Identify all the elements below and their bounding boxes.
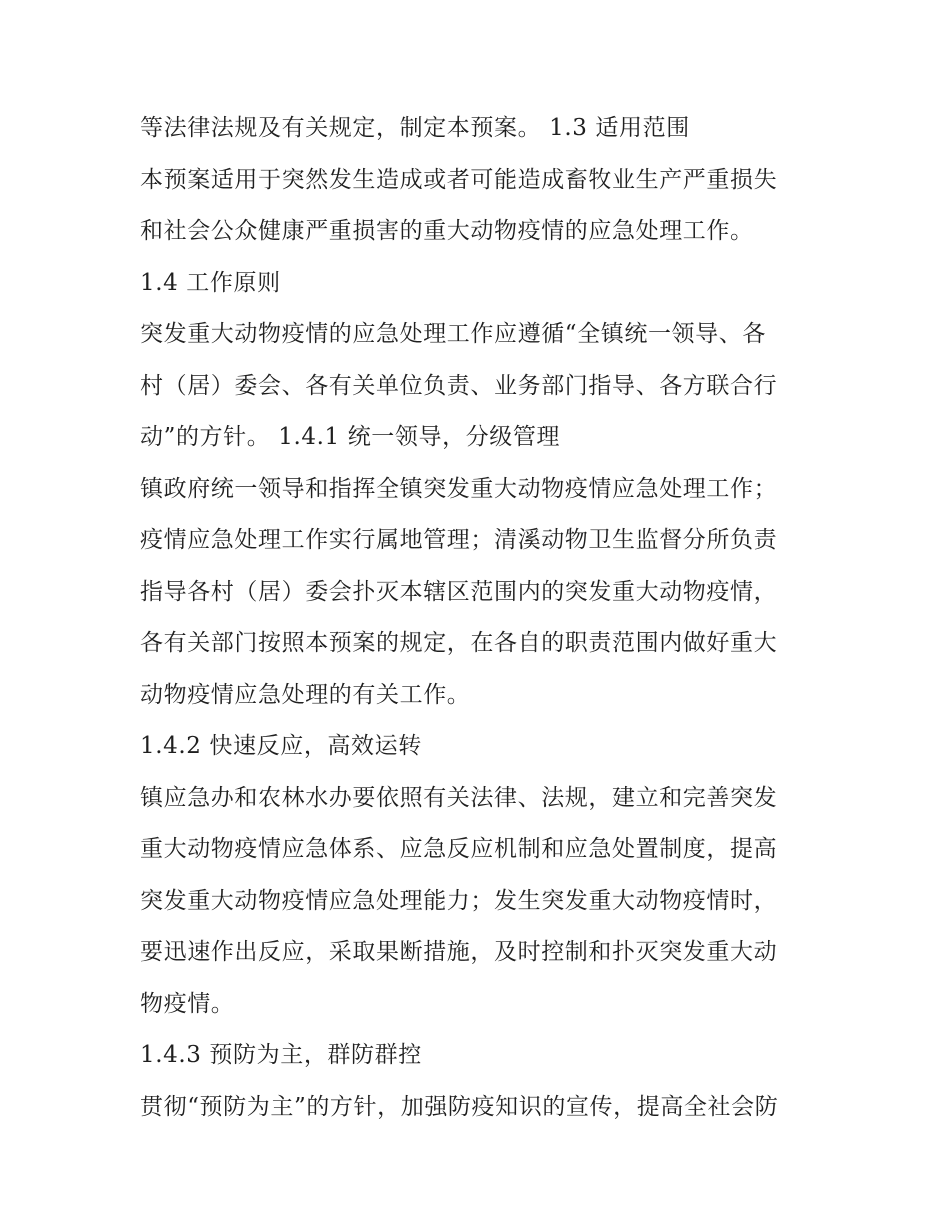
- text-line: 村（居）委会、各有关单位负责、业务部门指导、各方联合行: [140, 372, 778, 399]
- section-heading: 1.4.2 快速反应，高效运转: [140, 733, 422, 759]
- text-line: 和社会公众健康严重损害的重大动物疫情的应急处理工作。: [140, 218, 754, 244]
- document-body: [140, 103, 820, 1133]
- section-heading: 1.4.3 预防为主，群防群控: [140, 1042, 422, 1068]
- text-line: 镇应急办和农林水办要依照有关法律、法规，建立和完善突发: [140, 784, 778, 811]
- text-line: 物疫情。: [140, 990, 235, 1017]
- text-line: 贯彻“预防为主”的方针，加强防疫知识的宣传，提高全社会防: [140, 1093, 779, 1120]
- text-line: 突发重大动物疫情应急处理能力；发生突发重大动物疫情时，: [140, 887, 778, 914]
- text-line: 等法律法规及有关规定，制定本预案。 1.3 适用范围: [140, 115, 690, 141]
- text-line: 镇政府统一领导和指挥全镇突发重大动物疫情应急处理工作；: [140, 475, 778, 502]
- text-line: 指导各村（居）委会扑灭本辖区范围内的突发重大动物疫情，: [140, 578, 778, 605]
- section-heading: 1.4 工作原则: [140, 269, 281, 296]
- text-line: 要迅速作出反应，采取果断措施，及时控制和扑灭突发重大动: [140, 939, 778, 965]
- text-line: 疫情应急处理工作实行属地管理；清溪动物卫生监督分所负责: [140, 527, 778, 553]
- text-line: 各有关部门按照本预案的规定，在各自的职责范围内做好重大: [140, 630, 778, 656]
- text-line: 动”的方针。 1.4.1 统一领导，分级管理: [140, 424, 561, 450]
- text-line: 重大动物疫情应急体系、应急反应机制和应急处置制度，提高: [140, 836, 778, 862]
- text-line: 本预案适用于突然发生造成或者可能造成畜牧业生产严重损失: [140, 166, 778, 193]
- text-line: 动物疫情应急处理的有关工作。: [140, 681, 471, 708]
- text-line: 突发重大动物疫情的应急处理工作应遵循“全镇统一领导、各: [140, 321, 766, 347]
